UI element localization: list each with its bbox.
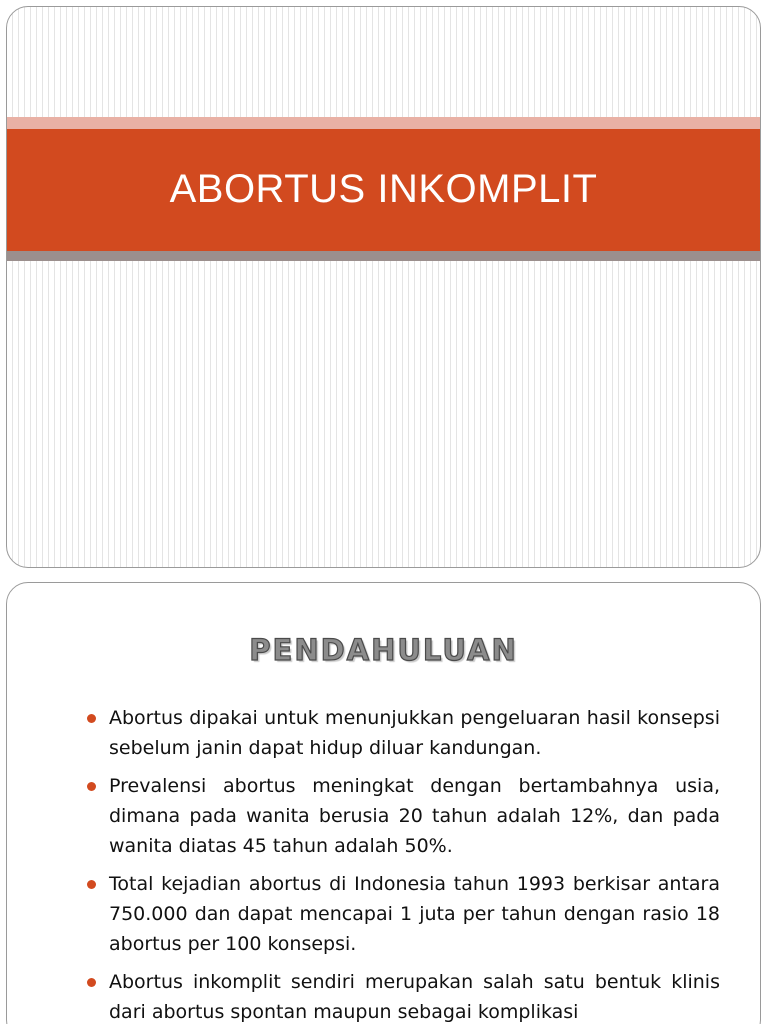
bullet-dot-icon xyxy=(87,714,96,723)
title-band-top-stripe xyxy=(7,117,760,129)
bullet-text: Prevalensi abortus meningkat dengan bertambahnya usia, dimana pada wanita berusia 20 tahun adalah 12%, dan pada wanita diatas 45 tahun adalah 50%. xyxy=(109,775,720,857)
bullet-dot-icon xyxy=(87,978,96,987)
bullet-list xyxy=(87,703,720,1024)
bullet-text: Abortus inkomplit sendiri merupakan salah satu bentuk klinis dari abortus spontan maupun sebagai komplikasi xyxy=(109,971,720,1023)
title-slide xyxy=(6,6,761,568)
content-slide xyxy=(6,582,761,1024)
bullet-dot-icon xyxy=(87,880,96,889)
bullet-item xyxy=(87,967,720,1024)
bullet-text: Abortus dipakai untuk menunjukkan pengeluaran hasil konsepsi sebelum janin dapat hidup diluar kandungan. xyxy=(109,707,720,759)
title-band-bottom-stripe xyxy=(7,251,760,261)
bullet-text: Total kejadian abortus di Indonesia tahun 1993 berkisar antara 750.000 dan dapat mencapai 1 juta per tahun dengan rasio 18 abortus per 100 konsepsi. xyxy=(109,873,720,955)
section-heading: PENDAHULUAN xyxy=(249,633,518,667)
bullet-dot-icon xyxy=(87,782,96,791)
bullet-item xyxy=(87,771,720,861)
bullet-item xyxy=(87,703,720,763)
bullet-item xyxy=(87,869,720,959)
slide-title: ABORTUS INKOMPLIT xyxy=(169,167,598,211)
